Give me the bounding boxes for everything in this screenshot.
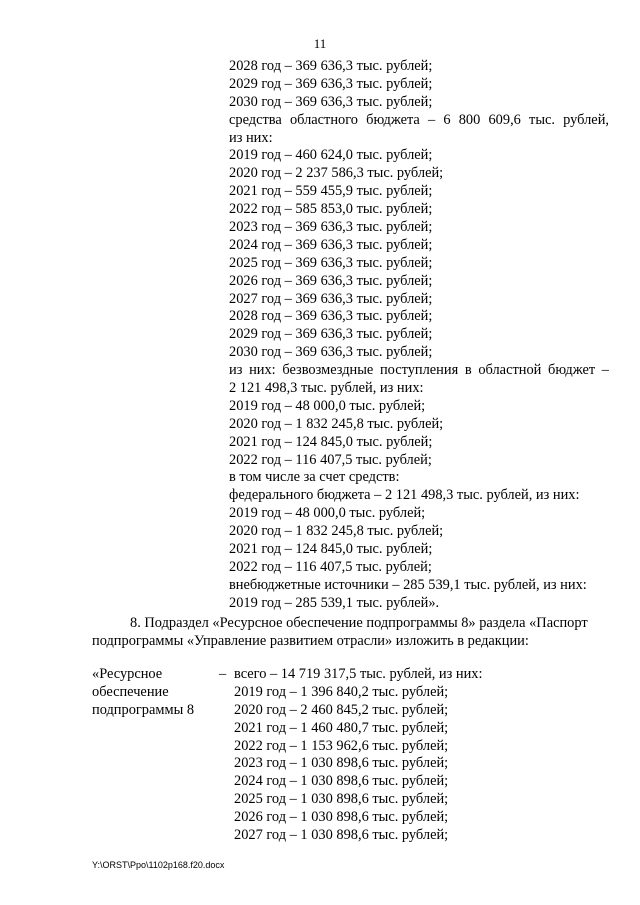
paragraph-8 <box>92 615 608 651</box>
resource-label-line: «Ресурсное <box>92 666 163 682</box>
funding-line: 2 121 498,3 тыс. рублей, из них: <box>229 380 424 397</box>
funding-line: 2020 год – 1 832 245,8 тыс. рублей; <box>229 523 444 540</box>
funding-line: 2024 год – 369 636,3 тыс. рублей; <box>229 236 433 253</box>
resource-value-line: 2027 год – 1 030 898,6 тыс. рублей; <box>234 827 449 844</box>
funding-line: федерального бюджета – 2 121 498,3 тыс. рублей, из них: <box>229 487 580 504</box>
resource-label-line: подпрограммы 8 <box>92 701 195 718</box>
funding-line: 2023 год – 369 636,3 тыс. рублей; <box>229 219 433 236</box>
funding-line: 2025 год – 369 636,3 тыс. рублей; <box>229 254 433 271</box>
funding-line: 2029 год – 369 636,3 тыс. рублей; <box>229 326 433 343</box>
funding-line: 2019 год – 48 000,0 тыс. рублей; <box>229 397 426 414</box>
resource-dash: – <box>219 666 227 682</box>
funding-line: в том числе за счет средств: <box>229 469 400 486</box>
funding-line: 2029 год – 369 636,3 тыс. рублей; <box>229 75 433 92</box>
paragraph-8-line-2: подпрограммы «Управление развитием отрасли» изложить в редакции: <box>92 632 529 649</box>
resource-value-line: 2020 год – 2 460 845,2 тыс. рублей; <box>234 701 449 718</box>
funding-line: из них: <box>229 129 273 146</box>
funding-line: 2020 год – 1 832 245,8 тыс. рублей; <box>229 415 444 432</box>
resource-value-line: 2023 год – 1 030 898,6 тыс. рублей; <box>234 755 449 772</box>
resource-value-line: 2026 год – 1 030 898,6 тыс. рублей; <box>234 809 449 826</box>
funding-line: 2030 год – 369 636,3 тыс. рублей; <box>229 344 433 361</box>
funding-line: 2021 год – 124 845,0 тыс. рублей; <box>229 541 433 558</box>
funding-line: из них: безвозмездные поступления в областной бюджет – <box>229 362 609 379</box>
funding-lines <box>229 58 609 613</box>
funding-line: 2030 год – 369 636,3 тыс. рублей; <box>229 93 433 110</box>
funding-line: 2028 год – 369 636,3 тыс. рублей; <box>229 308 433 325</box>
resource-values <box>234 666 608 845</box>
funding-line: 2021 год – 124 845,0 тыс. рублей; <box>229 433 433 450</box>
page-number: 11 <box>313 36 327 51</box>
file-path-footer: Y:\ORST\Ppo\1102p168.f20.docx <box>92 860 225 870</box>
funding-line: 2026 год – 369 636,3 тыс. рублей; <box>229 272 433 289</box>
funding-line: средства областного бюджета – 6 800 609,6 тыс. рублей, <box>229 111 609 128</box>
paragraph-8-line-1: 8. Подраздел «Ресурсное обеспечение подпрограммы 8» раздела «Паспорт <box>130 615 588 631</box>
resource-value-line: 2024 год – 1 030 898,6 тыс. рублей; <box>234 773 449 790</box>
funding-line: 2028 год – 369 636,3 тыс. рублей; <box>229 58 433 74</box>
resource-value-line: 2021 год – 1 460 480,7 тыс. рублей; <box>234 719 449 736</box>
funding-line: 2019 год – 48 000,0 тыс. рублей; <box>229 505 426 522</box>
funding-line: 2022 год – 116 407,5 тыс. рублей; <box>229 451 432 468</box>
resource-value-line: всего – 14 719 317,5 тыс. рублей, из них: <box>234 666 483 682</box>
resource-label <box>92 666 212 720</box>
resource-value-line: 2019 год – 1 396 840,2 тыс. рублей; <box>234 683 449 700</box>
funding-line: 2027 год – 369 636,3 тыс. рублей; <box>229 290 433 307</box>
funding-line: 2020 год – 2 237 586,3 тыс. рублей; <box>229 165 444 182</box>
funding-line: 2022 год – 116 407,5 тыс. рублей; <box>229 558 432 575</box>
resource-label-line: обеспечение <box>92 683 169 700</box>
resource-value-line: 2025 год – 1 030 898,6 тыс. рублей; <box>234 791 449 808</box>
funding-line: 2022 год – 585 853,0 тыс. рублей; <box>229 201 433 218</box>
funding-line: внебюджетные источники – 285 539,1 тыс. рублей, из них: <box>229 576 587 593</box>
funding-line: 2019 год – 460 624,0 тыс. рублей; <box>229 147 433 164</box>
funding-line: 2021 год – 559 455,9 тыс. рублей; <box>229 183 433 200</box>
funding-line: 2019 год – 285 539,1 тыс. рублей». <box>229 594 440 611</box>
resource-value-line: 2022 год – 1 153 962,6 тыс. рублей; <box>234 737 449 754</box>
